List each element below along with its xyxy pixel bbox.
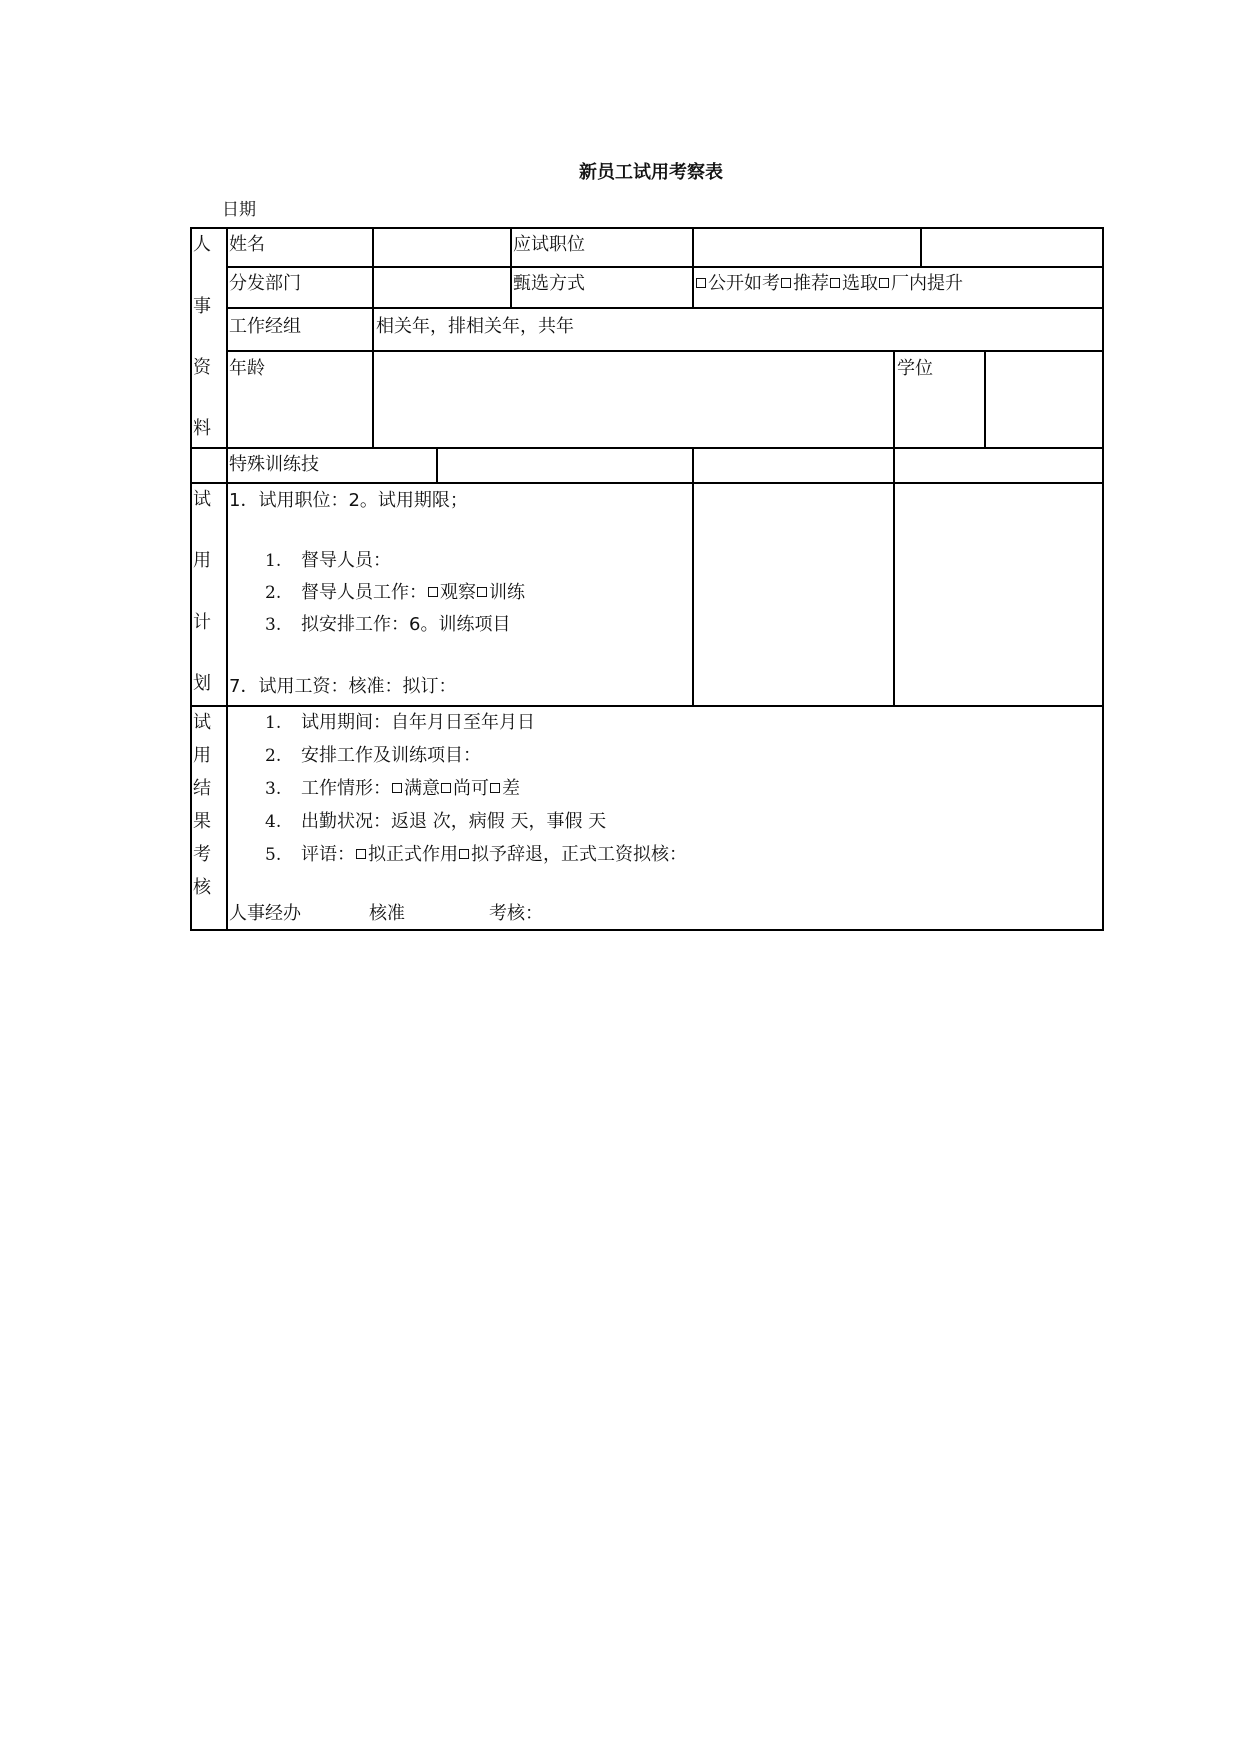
item-text: 试用期间：自年月日至年月日	[301, 712, 535, 733]
special-skills-label: 特殊训练技	[229, 454, 319, 475]
item-number: 3.	[265, 779, 282, 799]
option-label: 尚可	[453, 778, 489, 799]
section-label-plan: 用	[193, 550, 211, 571]
section-label-review: 核	[193, 877, 211, 898]
checkbox-icon[interactable]	[490, 783, 500, 793]
option-label: 厂内提升	[891, 273, 963, 294]
table-rule	[920, 227, 922, 268]
signature-assess: 考核：	[489, 903, 543, 924]
checkbox-icon[interactable]	[781, 278, 791, 288]
section-label-plan: 划	[193, 673, 211, 694]
selection-options	[695, 273, 963, 295]
review-item	[265, 712, 535, 734]
item-text: 督导人员：	[301, 550, 391, 571]
table-rule	[226, 266, 1104, 268]
option-label: 选取	[842, 273, 878, 294]
table-rule	[372, 227, 374, 449]
selection-method-label: 甄选方式	[513, 273, 585, 294]
table-rule	[190, 482, 1104, 484]
section-label-review: 试	[193, 712, 211, 733]
page-title: 新员工试用考察表	[579, 162, 723, 183]
item-number: 5.	[265, 845, 282, 865]
item-text: 工作情形：	[301, 778, 391, 799]
checkbox-icon[interactable]	[696, 278, 706, 288]
table-rule	[692, 447, 694, 707]
item-text: 评语：	[301, 844, 355, 865]
item-number: 2.	[265, 746, 282, 766]
review-item	[265, 778, 520, 800]
section-label-personnel: 料	[193, 418, 211, 439]
degree-label: 学位	[897, 358, 933, 379]
date-label: 日期	[222, 200, 256, 220]
item-text: 安排工作及训练项目：	[301, 745, 481, 766]
department-label: 分发部门	[229, 273, 301, 294]
checkbox-icon[interactable]	[830, 278, 840, 288]
position-label: 应试职位	[513, 234, 585, 255]
item-number: 1.	[265, 551, 282, 571]
table-rule	[226, 350, 1104, 352]
section-label-review: 考	[193, 844, 211, 865]
table-rule	[226, 307, 1104, 309]
item-number: 3.	[265, 615, 282, 635]
section-label-review: 用	[193, 745, 211, 766]
plan-position-line: 1．试用职位：2。试用期限；	[229, 490, 468, 511]
section-label-personnel: 人	[193, 234, 211, 255]
checkbox-icon[interactable]	[459, 849, 469, 859]
item-number: 1.	[265, 713, 282, 733]
plan-item	[265, 550, 391, 572]
table-rule	[190, 705, 1104, 707]
checkbox-icon[interactable]	[428, 587, 438, 597]
option-label: 公开如考	[708, 273, 780, 294]
table-rule	[190, 929, 1104, 931]
section-label-review: 结	[193, 778, 211, 799]
table-rule	[984, 350, 986, 449]
option-label: 拟予辞退，正式工资拟核：	[471, 844, 687, 865]
section-label-plan: 试	[193, 489, 211, 510]
age-label: 年龄	[229, 358, 265, 379]
item-number: 4.	[265, 812, 282, 832]
review-item	[265, 745, 481, 767]
review-item	[265, 844, 687, 866]
signature-hr: 人事经办	[229, 903, 301, 924]
option-label: 观察	[440, 582, 476, 603]
option-label: 推荐	[793, 273, 829, 294]
table-rule	[1102, 227, 1104, 931]
plan-item	[265, 614, 510, 636]
table-rule	[692, 227, 694, 309]
section-label-personnel: 资	[193, 357, 211, 378]
item-number: 2.	[265, 583, 282, 603]
checkbox-icon[interactable]	[879, 278, 889, 288]
option-label: 满意	[404, 778, 440, 799]
checkbox-icon[interactable]	[392, 783, 402, 793]
item-text: 拟安排工作：6。训练项目	[301, 614, 511, 635]
plan-item	[265, 582, 525, 604]
checkbox-icon[interactable]	[441, 783, 451, 793]
experience-label: 工作经组	[229, 316, 301, 337]
trial-salary-line: 7．试用工资：核准：拟订：	[229, 676, 457, 697]
table-rule	[190, 447, 1104, 449]
option-label: 拟正式作用	[368, 844, 458, 865]
table-rule	[436, 447, 438, 484]
checkbox-icon[interactable]	[356, 849, 366, 859]
table-rule	[893, 350, 895, 449]
option-label: 训练	[489, 582, 525, 603]
item-text: 督导人员工作：	[301, 582, 427, 603]
table-rule	[893, 447, 895, 707]
section-label-personnel: 事	[193, 296, 211, 317]
table-rule	[510, 227, 512, 309]
experience-value: 相关年，排相关年，共年	[376, 316, 574, 337]
item-text: 出勤状况：返退 次，病假 天，事假 天	[301, 811, 607, 832]
checkbox-icon[interactable]	[477, 587, 487, 597]
table-rule	[190, 227, 1104, 229]
name-label: 姓名	[229, 234, 265, 255]
section-label-plan: 计	[193, 612, 211, 633]
option-label: 差	[502, 778, 520, 799]
review-item	[265, 811, 606, 833]
table-rule	[226, 227, 228, 931]
signature-approve: 核准	[369, 903, 405, 924]
section-label-review: 果	[193, 811, 211, 832]
